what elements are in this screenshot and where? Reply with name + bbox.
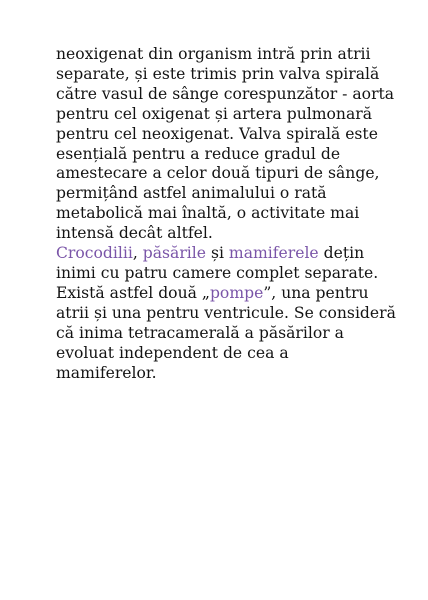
text-line: că inima tetracamerală a păsărilor a — [56, 323, 344, 342]
text-line: pentru cel neoxigenat. Valva spirală este — [56, 124, 378, 143]
text-line: inimi cu patru camere complet separate. — [56, 263, 379, 282]
text-line: permițând astfel animalului o rată — [56, 184, 327, 203]
text-fragment: dețin — [318, 244, 365, 263]
paragraph-2 — [56, 244, 396, 383]
text-fragment: , — [132, 244, 143, 263]
text-fragment: și — [206, 244, 229, 263]
text-line: amestecare a celor două tipuri de sânge, — [56, 164, 380, 183]
text-line: evoluat independent de cea a — [56, 343, 289, 362]
link-pompe[interactable]: pompe — [209, 283, 264, 302]
text-fragment: ”, una pentru — [263, 283, 369, 302]
text-line: către vasul de sânge corespunzător - aorta — [56, 84, 395, 103]
text-line: mamiferelor. — [56, 363, 157, 382]
text-fragment: Există astfel două „ — [56, 283, 210, 302]
link-pasarile[interactable]: păsările — [142, 244, 206, 263]
document-page — [56, 45, 396, 383]
text-line: intensă decât altfel. — [56, 224, 213, 243]
text-line — [56, 284, 386, 304]
text-line: metabolică mai înaltă, o activitate mai — [56, 204, 360, 223]
text-line: neoxigenat din organism intră prin atrii — [56, 45, 371, 63]
link-crocodilii[interactable]: Crocodilii — [56, 244, 133, 263]
text-line: separate, și este trimis prin valva spirală — [56, 64, 380, 83]
text-line: atrii și una pentru ventricule. Se consideră — [56, 303, 396, 322]
text-line: pentru cel oxigenat și artera pulmonară — [56, 104, 373, 123]
link-mamiferele[interactable]: mamiferele — [228, 244, 319, 263]
text-line: esențială pentru a reduce gradul de — [56, 144, 341, 163]
text-line — [56, 244, 386, 264]
paragraph-1 — [56, 45, 395, 244]
